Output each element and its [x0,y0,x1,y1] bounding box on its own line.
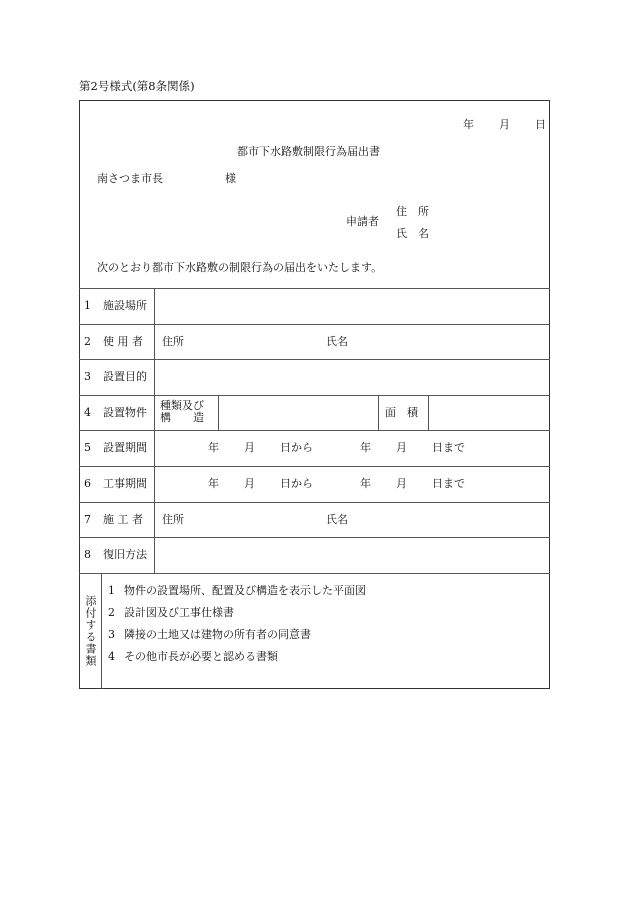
period-end-year: 年 [360,441,371,454]
type-structure-label [160,400,218,424]
period-start-month: 月 [244,477,255,490]
attachment-number: 3 [108,628,115,641]
row-number: 1 [84,299,91,312]
row-number: 8 [84,548,91,561]
date-month-label: 月 [499,118,510,131]
user-name-label: 氏名 [326,335,348,348]
period-start-day: 日から [280,477,313,490]
sub-column-divider [428,395,429,430]
row-label-facility-location: 施設場所 [103,299,147,312]
row-number: 4 [84,406,91,419]
applicant-label: 申請者 [346,215,379,228]
intro-text: 次のとおり都市下水路敷の制限行為の届出をいたします。 [97,261,383,274]
period-start-day: 日から [280,441,313,454]
row-label-purpose: 設置目的 [103,370,147,383]
row-divider [79,395,550,396]
row-label-contractor: 施 工 者 [103,513,143,526]
attachment-column-divider [101,573,102,689]
sub-column-divider [378,395,379,430]
applicant-address-label: 住 所 [396,205,429,218]
attachment-item: 設計図及び工事仕様書 [124,606,234,619]
date-year-label: 年 [463,118,474,131]
row-divider [79,573,550,574]
area-label: 面 積 [385,406,418,419]
row-label-construction-period: 工事期間 [103,477,147,490]
row-divider [79,359,550,360]
row-divider [79,288,550,289]
row-divider [79,430,550,431]
row-number: 5 [84,441,91,454]
form-number-label: 第2号様式(第8条関係) [79,79,195,93]
contractor-name-label: 氏名 [326,513,348,526]
row-number: 3 [84,370,91,383]
sub-column-divider [218,395,219,430]
attachment-item: 物件の設置場所、配置及び構造を表示した平面図 [124,584,366,597]
row-number: 2 [84,335,91,348]
attachment-number: 4 [108,650,115,663]
period-start-year: 年 [208,477,219,490]
row-divider [79,324,550,325]
row-divider [79,466,550,467]
structure-label: 構 造 [160,411,204,424]
row-label-restoration-method: 復旧方法 [103,548,147,561]
period-end-month: 月 [396,441,407,454]
attachment-item: 隣接の土地又は建物の所有者の同意書 [124,628,311,641]
attachments-label: 添付する書類 [84,595,97,667]
applicant-name-label: 氏 名 [396,227,429,240]
period-end-year: 年 [360,477,371,490]
row-label-user: 使 用 者 [103,335,143,348]
period-start-year: 年 [208,441,219,454]
row-label-installed-object: 設置物件 [103,406,147,419]
date-day-label: 日 [535,118,546,131]
row-number: 7 [84,513,91,526]
user-address-label: 住所 [162,335,184,348]
row-divider [79,502,550,503]
contractor-address-label: 住所 [162,513,184,526]
attachment-number: 1 [108,584,115,597]
attachment-number: 2 [108,606,115,619]
period-end-day: 日まで [432,477,465,490]
period-end-day: 日まで [432,441,465,454]
addressee-name: 南さつま市長 [97,172,163,185]
row-label-installation-period: 設置期間 [103,441,147,454]
row-number: 6 [84,477,91,490]
addressee-honorific: 様 [225,172,236,185]
label-column-divider [154,288,155,573]
period-start-month: 月 [244,441,255,454]
period-end-month: 月 [396,477,407,490]
attachment-item: その他市長が必要と認める書類 [124,650,278,663]
form-title: 都市下水路敷制限行為届出書 [237,145,380,158]
type-label: 種類及び [160,399,204,412]
row-divider [79,537,550,538]
